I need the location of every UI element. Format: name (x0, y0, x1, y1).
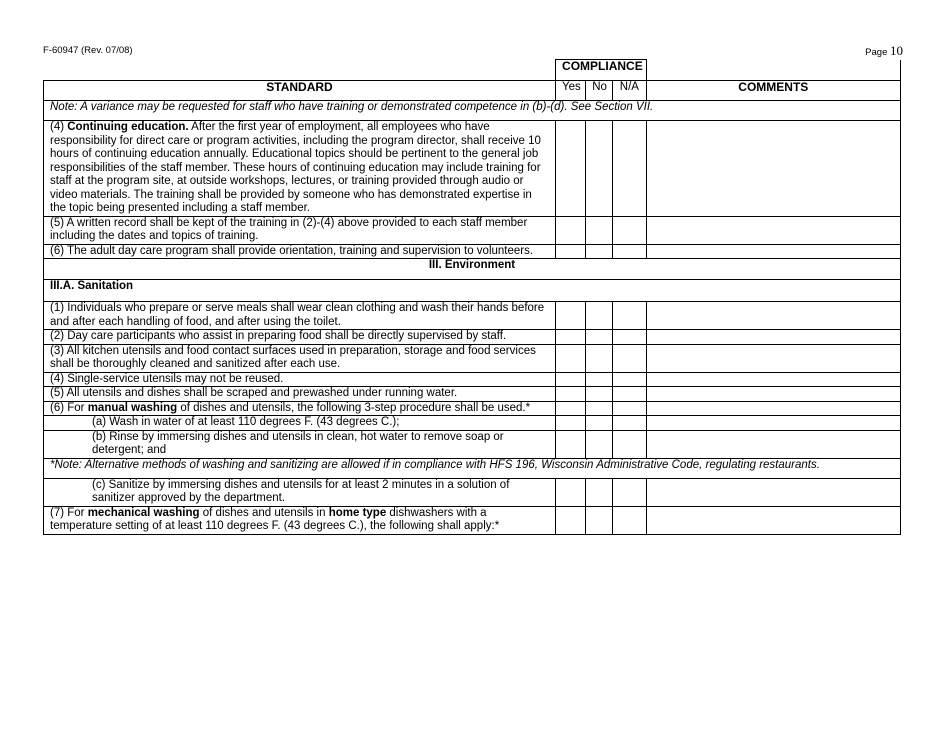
yes-cell[interactable] (556, 506, 586, 534)
na-header: N/A (613, 81, 646, 101)
standard-cell: (6) The adult day care program shall provide orientation, training and supervision to volunteers. (44, 244, 556, 259)
no-cell[interactable] (586, 244, 613, 259)
yes-cell[interactable] (556, 330, 586, 345)
no-cell[interactable] (586, 401, 613, 416)
no-cell[interactable] (586, 372, 613, 387)
yes-cell[interactable] (556, 387, 586, 402)
yes-cell[interactable] (556, 121, 586, 217)
yes-cell[interactable] (556, 401, 586, 416)
comments-cell[interactable] (646, 372, 900, 387)
comments-header: COMMENTS (646, 81, 900, 101)
table-row (44, 344, 901, 372)
subsection-row (44, 280, 901, 302)
no-cell[interactable] (586, 478, 613, 506)
yes-cell[interactable] (556, 430, 586, 458)
na-cell[interactable] (613, 302, 646, 330)
variance-note-row (44, 101, 901, 121)
standard-header: STANDARD (44, 81, 556, 101)
standard-cell: (c) Sanitize by immersing dishes and utensils for at least 2 minutes in a solution of sanitizer approved by the department. (44, 478, 556, 506)
no-cell[interactable] (586, 387, 613, 402)
na-cell[interactable] (613, 401, 646, 416)
table-row (44, 372, 901, 387)
comments-cell[interactable] (646, 401, 900, 416)
table-row (44, 387, 901, 402)
section-row (44, 259, 901, 280)
standard-cell: (2) Day care participants who assist in preparing food shall be directly supervised by staff. (44, 330, 556, 345)
table-row (44, 416, 901, 431)
yes-cell[interactable] (556, 244, 586, 259)
comments-cell[interactable] (646, 244, 900, 259)
yes-cell[interactable] (556, 344, 586, 372)
comments-cell[interactable] (646, 121, 900, 217)
standard-cell: (7) For mechanical washing of dishes and utensils in home type dishwashers with a temperature setting of at least 110 degrees F. (43 degrees C.), the following shall apply:* (44, 506, 556, 534)
table-row (44, 302, 901, 330)
no-cell[interactable] (586, 121, 613, 217)
table-row (44, 430, 901, 458)
table-row (44, 121, 901, 217)
compliance-table (43, 59, 901, 535)
table-row (44, 330, 901, 345)
standard-cell: (b) Rinse by immersing dishes and utensils in clean, hot water to remove soap or detergent; and (44, 430, 556, 458)
subsection-title: III.A. Sanitation (44, 280, 901, 302)
page-label: Page (865, 47, 888, 58)
standard-cell: (4) Single-service utensils may not be reused. (44, 372, 556, 387)
yes-cell[interactable] (556, 372, 586, 387)
table-row (44, 216, 901, 244)
standard-cell: (4) Continuing education. After the first year of employment, all employees who have responsibility for direct care or program activities, including the program director, shall receive 10 hours of continuing education annually. Educational topics should be pertinent to the general job responsibilities of the staff member. These hours of continuing education may include training for staff at the program site, at outside workshops, lectures, or training provided through audio or video materials. The training shall be provided by someone who has demonstrated expertise in the topic being presented including a staff member. (44, 121, 556, 217)
form-id: F-60947 (Rev. 07/08) (43, 45, 133, 56)
yes-cell[interactable] (556, 478, 586, 506)
no-cell[interactable] (586, 430, 613, 458)
standard-cell: (a) Wash in water of at least 110 degrees F. (43 degrees C.); (44, 416, 556, 431)
variance-note: Note: A variance may be requested for staff who have training or demonstrated competence in (b)-(d). See Section VII. (44, 101, 901, 121)
alternative-methods-note: *Note: Alternative methods of washing and sanitizing are allowed if in compliance with HFS 196, Wisconsin Administrative Code, regulating restaurants. (44, 458, 901, 478)
yes-cell[interactable] (556, 302, 586, 330)
na-cell[interactable] (613, 478, 646, 506)
no-cell[interactable] (586, 416, 613, 431)
table-row (44, 244, 901, 259)
no-header: No (586, 81, 613, 101)
comments-cell[interactable] (646, 344, 900, 372)
na-cell[interactable] (613, 330, 646, 345)
table-row (44, 478, 901, 506)
na-cell[interactable] (613, 244, 646, 259)
table-row (44, 401, 901, 416)
compliance-header: COMPLIANCE (556, 60, 647, 81)
standard-cell: (5) All utensils and dishes shall be scraped and prewashed under running water. (44, 387, 556, 402)
alternative-methods-note-row (44, 458, 901, 478)
standard-cell: (1) Individuals who prepare or serve meals shall wear clean clothing and wash their hands before and after each handling of food, and after using the toilet. (44, 302, 556, 330)
page-number (865, 43, 903, 59)
yes-cell[interactable] (556, 216, 586, 244)
comments-cell[interactable] (646, 387, 900, 402)
na-cell[interactable] (613, 387, 646, 402)
yes-cell[interactable] (556, 416, 586, 431)
comments-cell[interactable] (646, 478, 900, 506)
comments-cell[interactable] (646, 302, 900, 330)
na-cell[interactable] (613, 430, 646, 458)
standard-cell: (5) A written record shall be kept of the training in (2)-(4) above provided to each staff member including the dates and topics of training. (44, 216, 556, 244)
table-row (44, 506, 901, 534)
section-title: III. Environment (44, 259, 901, 280)
comments-cell[interactable] (646, 216, 900, 244)
page-number-value: 10 (890, 43, 903, 58)
no-cell[interactable] (586, 330, 613, 345)
na-cell[interactable] (613, 344, 646, 372)
na-cell[interactable] (613, 121, 646, 217)
na-cell[interactable] (613, 416, 646, 431)
comments-cell[interactable] (646, 506, 900, 534)
no-cell[interactable] (586, 506, 613, 534)
na-cell[interactable] (613, 216, 646, 244)
standard-cell: (3) All kitchen utensils and food contact surfaces used in preparation, storage and food services shall be thoroughly cleaned and sanitized after each use. (44, 344, 556, 372)
no-cell[interactable] (586, 302, 613, 330)
comments-cell[interactable] (646, 330, 900, 345)
na-cell[interactable] (613, 372, 646, 387)
yes-header: Yes (556, 81, 586, 101)
no-cell[interactable] (586, 344, 613, 372)
standard-cell: (6) For manual washing of dishes and utensils, the following 3-step procedure shall be used.* (44, 401, 556, 416)
na-cell[interactable] (613, 506, 646, 534)
comments-cell[interactable] (646, 430, 900, 458)
comments-cell[interactable] (646, 416, 900, 431)
no-cell[interactable] (586, 216, 613, 244)
